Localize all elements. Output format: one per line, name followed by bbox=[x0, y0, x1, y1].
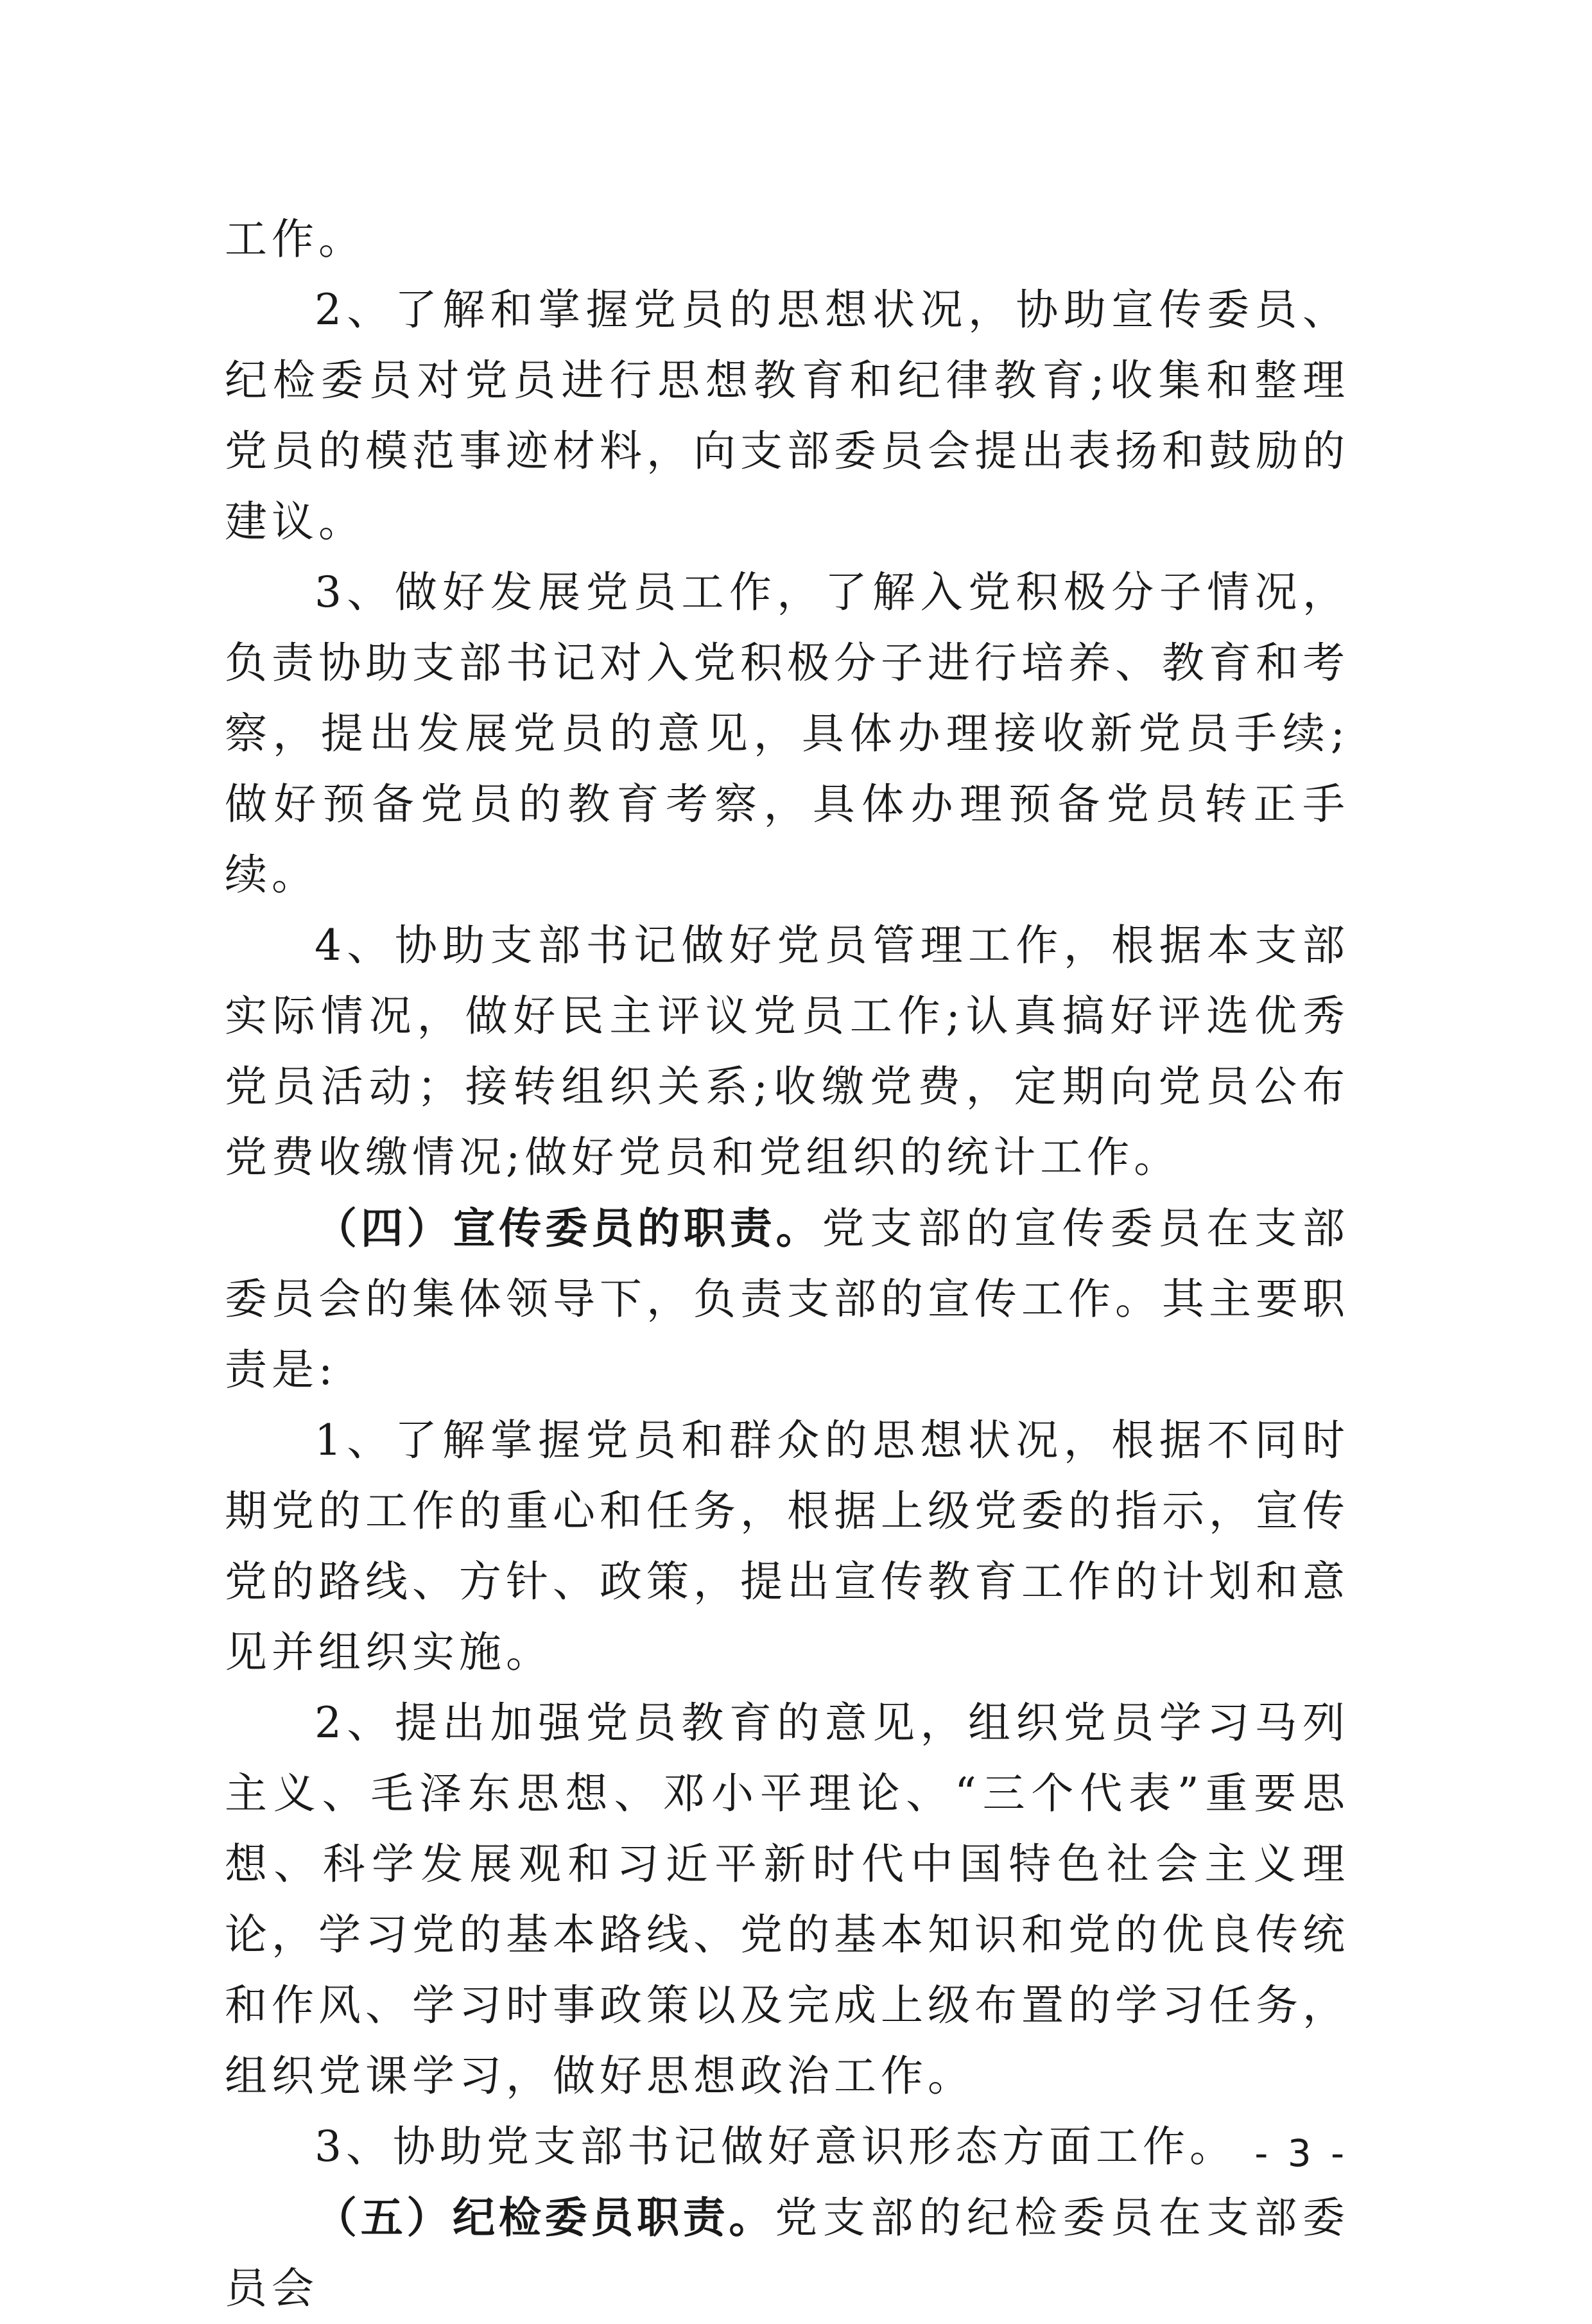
paragraph-text: 4、协助支部书记做好党员管理工作，根据本支部实际情况，做好民主评议党员工作;认真搞好评选优秀党员活动；接转组织关系;收缴党费，定期向党员公布党费收缴情况;做好党员和党组织的统计工作。 bbox=[225, 921, 1349, 1182]
paragraph-text: 2、了解和掌握党员的思想状况，协助宣传委员、纪检委员对党员进行思想教育和纪律教育;收集和整理党员的模范事迹材料，向支部委员会提出表扬和鼓励的建议。 bbox=[225, 285, 1349, 546]
document-body bbox=[225, 204, 1349, 2324]
paragraph-item-3 bbox=[225, 557, 1349, 910]
paragraph-item-4 bbox=[225, 910, 1349, 1193]
section-heading-lead: （四）宣传委员的职责。 bbox=[315, 1203, 822, 1253]
paragraph-text: 党支部的宣传委员在支部委员会的集体领导下，负责支部的宣传工作。其主要职责是: bbox=[225, 1204, 1350, 1394]
section-heading-lead: （五）纪检委员职责。 bbox=[315, 2192, 775, 2242]
section-heading-propaganda bbox=[225, 1193, 1349, 1405]
paragraph-text: 工作。 bbox=[225, 214, 365, 264]
paragraph-item-2 bbox=[225, 275, 1349, 557]
paragraph-item-3b bbox=[225, 2112, 1349, 2182]
paragraph-text: 1、了解掌握党员和群众的思想状况，根据不同时期党的工作的重心和任务，根据上级党委的指示，宣传党的路线、方针、政策，提出宣传教育工作的计划和意见并组织实施。 bbox=[225, 1416, 1349, 1677]
paragraph-text: 3、做好发展党员工作，了解入党积极分子情况，负责协助支部书记对入党积极分子进行培养、教育和考察，提出发展党员的意见，具体办理接收新党员手续;做好预备党员的教育考察，具体办理预备党员转正手续。 bbox=[225, 568, 1349, 899]
paragraph-text: 2、提出加强党员教育的意见，组织党员学习马列主义、毛泽东思想、邓小平理论、“三个代表”重要思想、科学发展观和习近平新时代中国特色社会主义理论，学习党的基本路线、党的基本知识和党的优良传统和作风、学习时事政策以及完成上级布置的学习任务，组织党课学习，做好思想政治工作。 bbox=[225, 1698, 1349, 2101]
paragraph-item-2b bbox=[225, 1688, 1349, 2112]
page-number: - 3 - bbox=[1254, 2131, 1348, 2175]
paragraph-item-1 bbox=[225, 1405, 1349, 1688]
paragraph-continuation bbox=[225, 204, 1349, 275]
paragraph-text: 党支部的纪检委员在支部委员会 bbox=[225, 2193, 1350, 2313]
section-heading-discipline bbox=[225, 2182, 1349, 2324]
paragraph-text: 3、协助党支部书记做好意识形态方面工作。 bbox=[315, 2122, 1236, 2171]
